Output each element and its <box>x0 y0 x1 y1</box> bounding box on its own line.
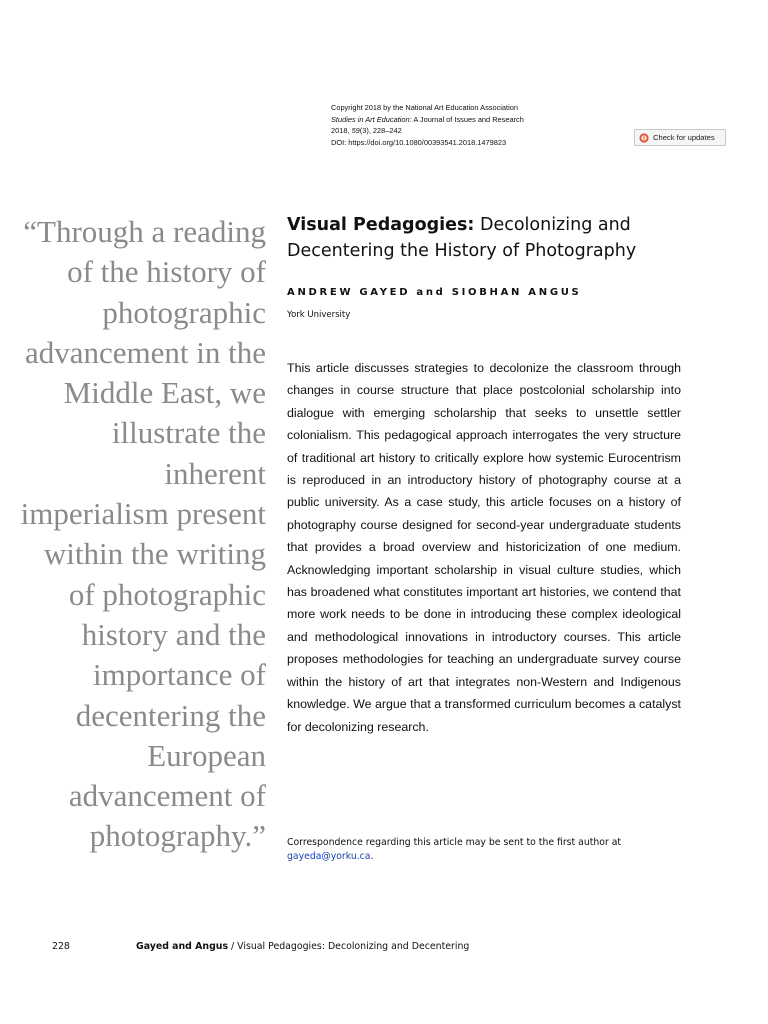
doi-line[interactable]: DOI: https://doi.org/10.1080/00393541.2018.1479823 <box>331 137 507 147</box>
running-head <box>136 941 469 952</box>
correspondence-suffix: . <box>370 851 374 862</box>
author-affiliation: York University <box>287 310 351 320</box>
running-head-title: Visual Pedagogies: Decolonizing and Decentering <box>237 941 470 952</box>
author-email-link[interactable]: gayeda@yorku.ca <box>287 851 371 862</box>
running-head-separator: / <box>228 941 238 952</box>
issue-pages: (3), 228–242 <box>359 126 402 135</box>
running-head-authors: Gayed and Angus <box>136 941 229 952</box>
citation-metadata <box>331 102 524 148</box>
article-abstract: This article discusses strategies to decolonize the classroom through changes in course structure that place postcolonial scholarship into dialogue with emerging scholarship that seeks to unsettle settler colonialism. This pedagogical approach interrogates the very structure of traditional art history to critically explore how systemic Eurocentrism is reproduced in an introductory history of photography course at a public university. As a case study, this article focuses on a history of photography course designed for second-year undergraduate students that provides a broad overview and historicization of one medium. Acknowledging important scholarship in visual culture studies, which has broadened what constitutes important art histories, we contend that more work needs to be done in introducing these complex ideological and methodological innovations in introductory courses. This article proposes methodologies for teaching an undergraduate survey course within the history of art that integrates non-Western and Indigenous knowledge. We argue that a transformed curriculum becomes a catalyst for decolonizing research. <box>287 361 681 734</box>
check-for-updates-label: Check for updates <box>653 133 715 142</box>
volume: 59 <box>351 126 360 135</box>
article-title-bold: Visual Pedagogies: <box>287 215 475 235</box>
correspondence-text: Correspondence regarding this article may be sent to the first author at <box>287 837 622 848</box>
page-number: 228 <box>52 941 70 952</box>
journal-line <box>331 114 524 126</box>
check-for-updates-button[interactable] <box>634 129 726 146</box>
year: 2018, <box>331 126 352 135</box>
crossmark-icon <box>639 133 649 143</box>
article-title <box>287 212 707 264</box>
pull-quote: “Through a reading of the history of photographic advancement in the Middle East, we illustrate the inherent imperialism present within the writing of photographic history and the importance of decentering the European advancement of photography.” <box>20 214 266 854</box>
journal-subtitle: A Journal of Issues and Research <box>411 114 524 124</box>
correspondence-note <box>287 836 687 864</box>
article-title-rest: Decolonizing and Decentering the History of Photography <box>287 215 637 261</box>
journal-title: Studies in Art Education: <box>331 114 412 124</box>
article-authors: ANDREW GAYED and SIOBHAN ANGUS <box>287 287 582 298</box>
volume-line <box>331 125 524 137</box>
copyright-line: Copyright 2018 by the National Art Education Association <box>331 103 518 112</box>
